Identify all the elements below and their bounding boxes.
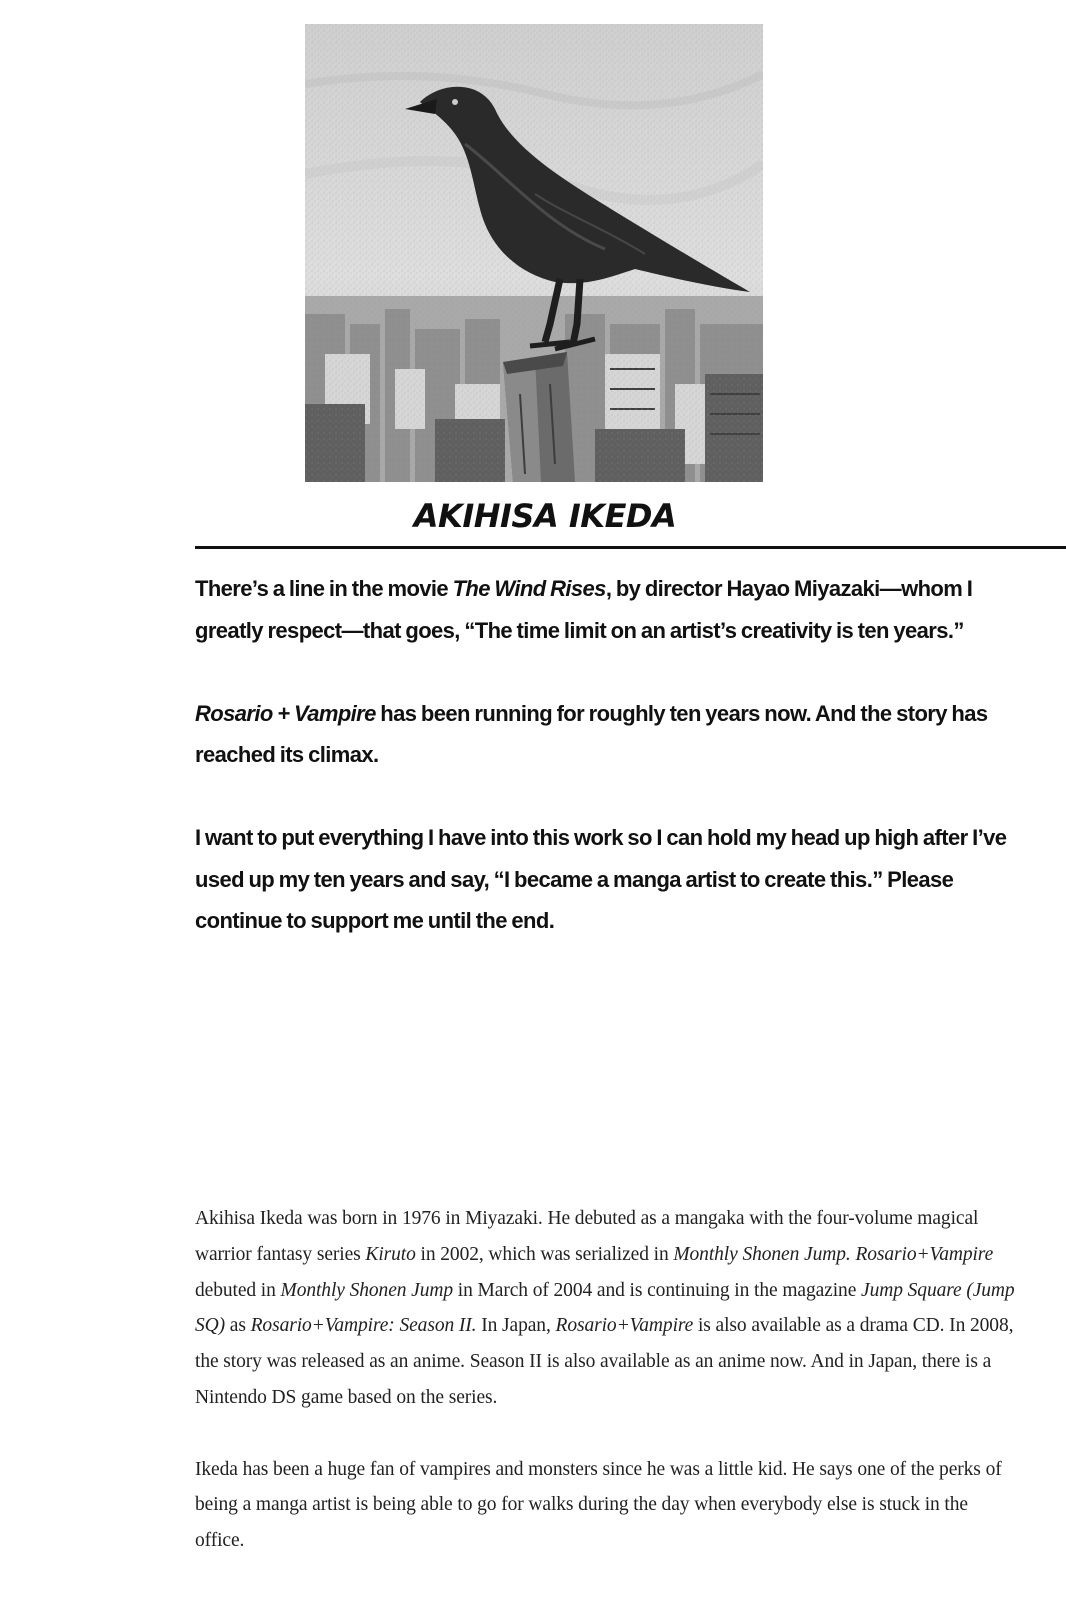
author-name: AKIHISA IKEDA bbox=[413, 497, 677, 535]
bio-paragraph: Ikeda has been a huge fan of vampires and monsters since he was a little kid. He says one of the perks of being a manga artist is being able to go for walks during the day when everybody else is stuck in the office. bbox=[195, 1458, 1002, 1552]
message-paragraph: Rosario + Vampire has been running for roughly ten years now. And the story has reached its climax. bbox=[195, 700, 988, 767]
message-paragraph: There’s a line in the movie The Wind Rises, by director Hayao Miyazaki—whom I greatly respect—that goes, “The time limit on an artist’s creativity is ten years.” bbox=[195, 576, 973, 643]
movie-title: The Wind Rises bbox=[452, 576, 606, 601]
series-title: Rosario + Vampire bbox=[195, 700, 376, 726]
message-paragraph: I want to put everything I have into this work so I can hold my head up high after I’ve used up my ten years and say, “I became a manga artist to create this.” Please continue to support me until the end. bbox=[195, 825, 1007, 933]
author-message bbox=[195, 568, 1025, 983]
author-bio bbox=[195, 1201, 1015, 1595]
divider-rule bbox=[195, 546, 1066, 549]
author-portrait-crow bbox=[305, 24, 763, 482]
bio-paragraph: Akihisa Ikeda was born in 1976 in Miyazaki. He debuted as a mangaka with the four-volume magical warrior fantasy series Kiruto in 2002, which was serialized in Monthly Shonen Jump. Rosario+Vampire debuted in Monthly Shonen Jump in March of 2004 and is continuing in the magazine Jump Square (Jump SQ) as Rosario+Vampire: Season II. In Japan, Rosario+Vampire is also available as a drama CD. In 2008, the story was released as an anime. Season II is also available as an anime now. And in Japan, there is a Nintendo DS game based on the series. bbox=[195, 1208, 1015, 1408]
